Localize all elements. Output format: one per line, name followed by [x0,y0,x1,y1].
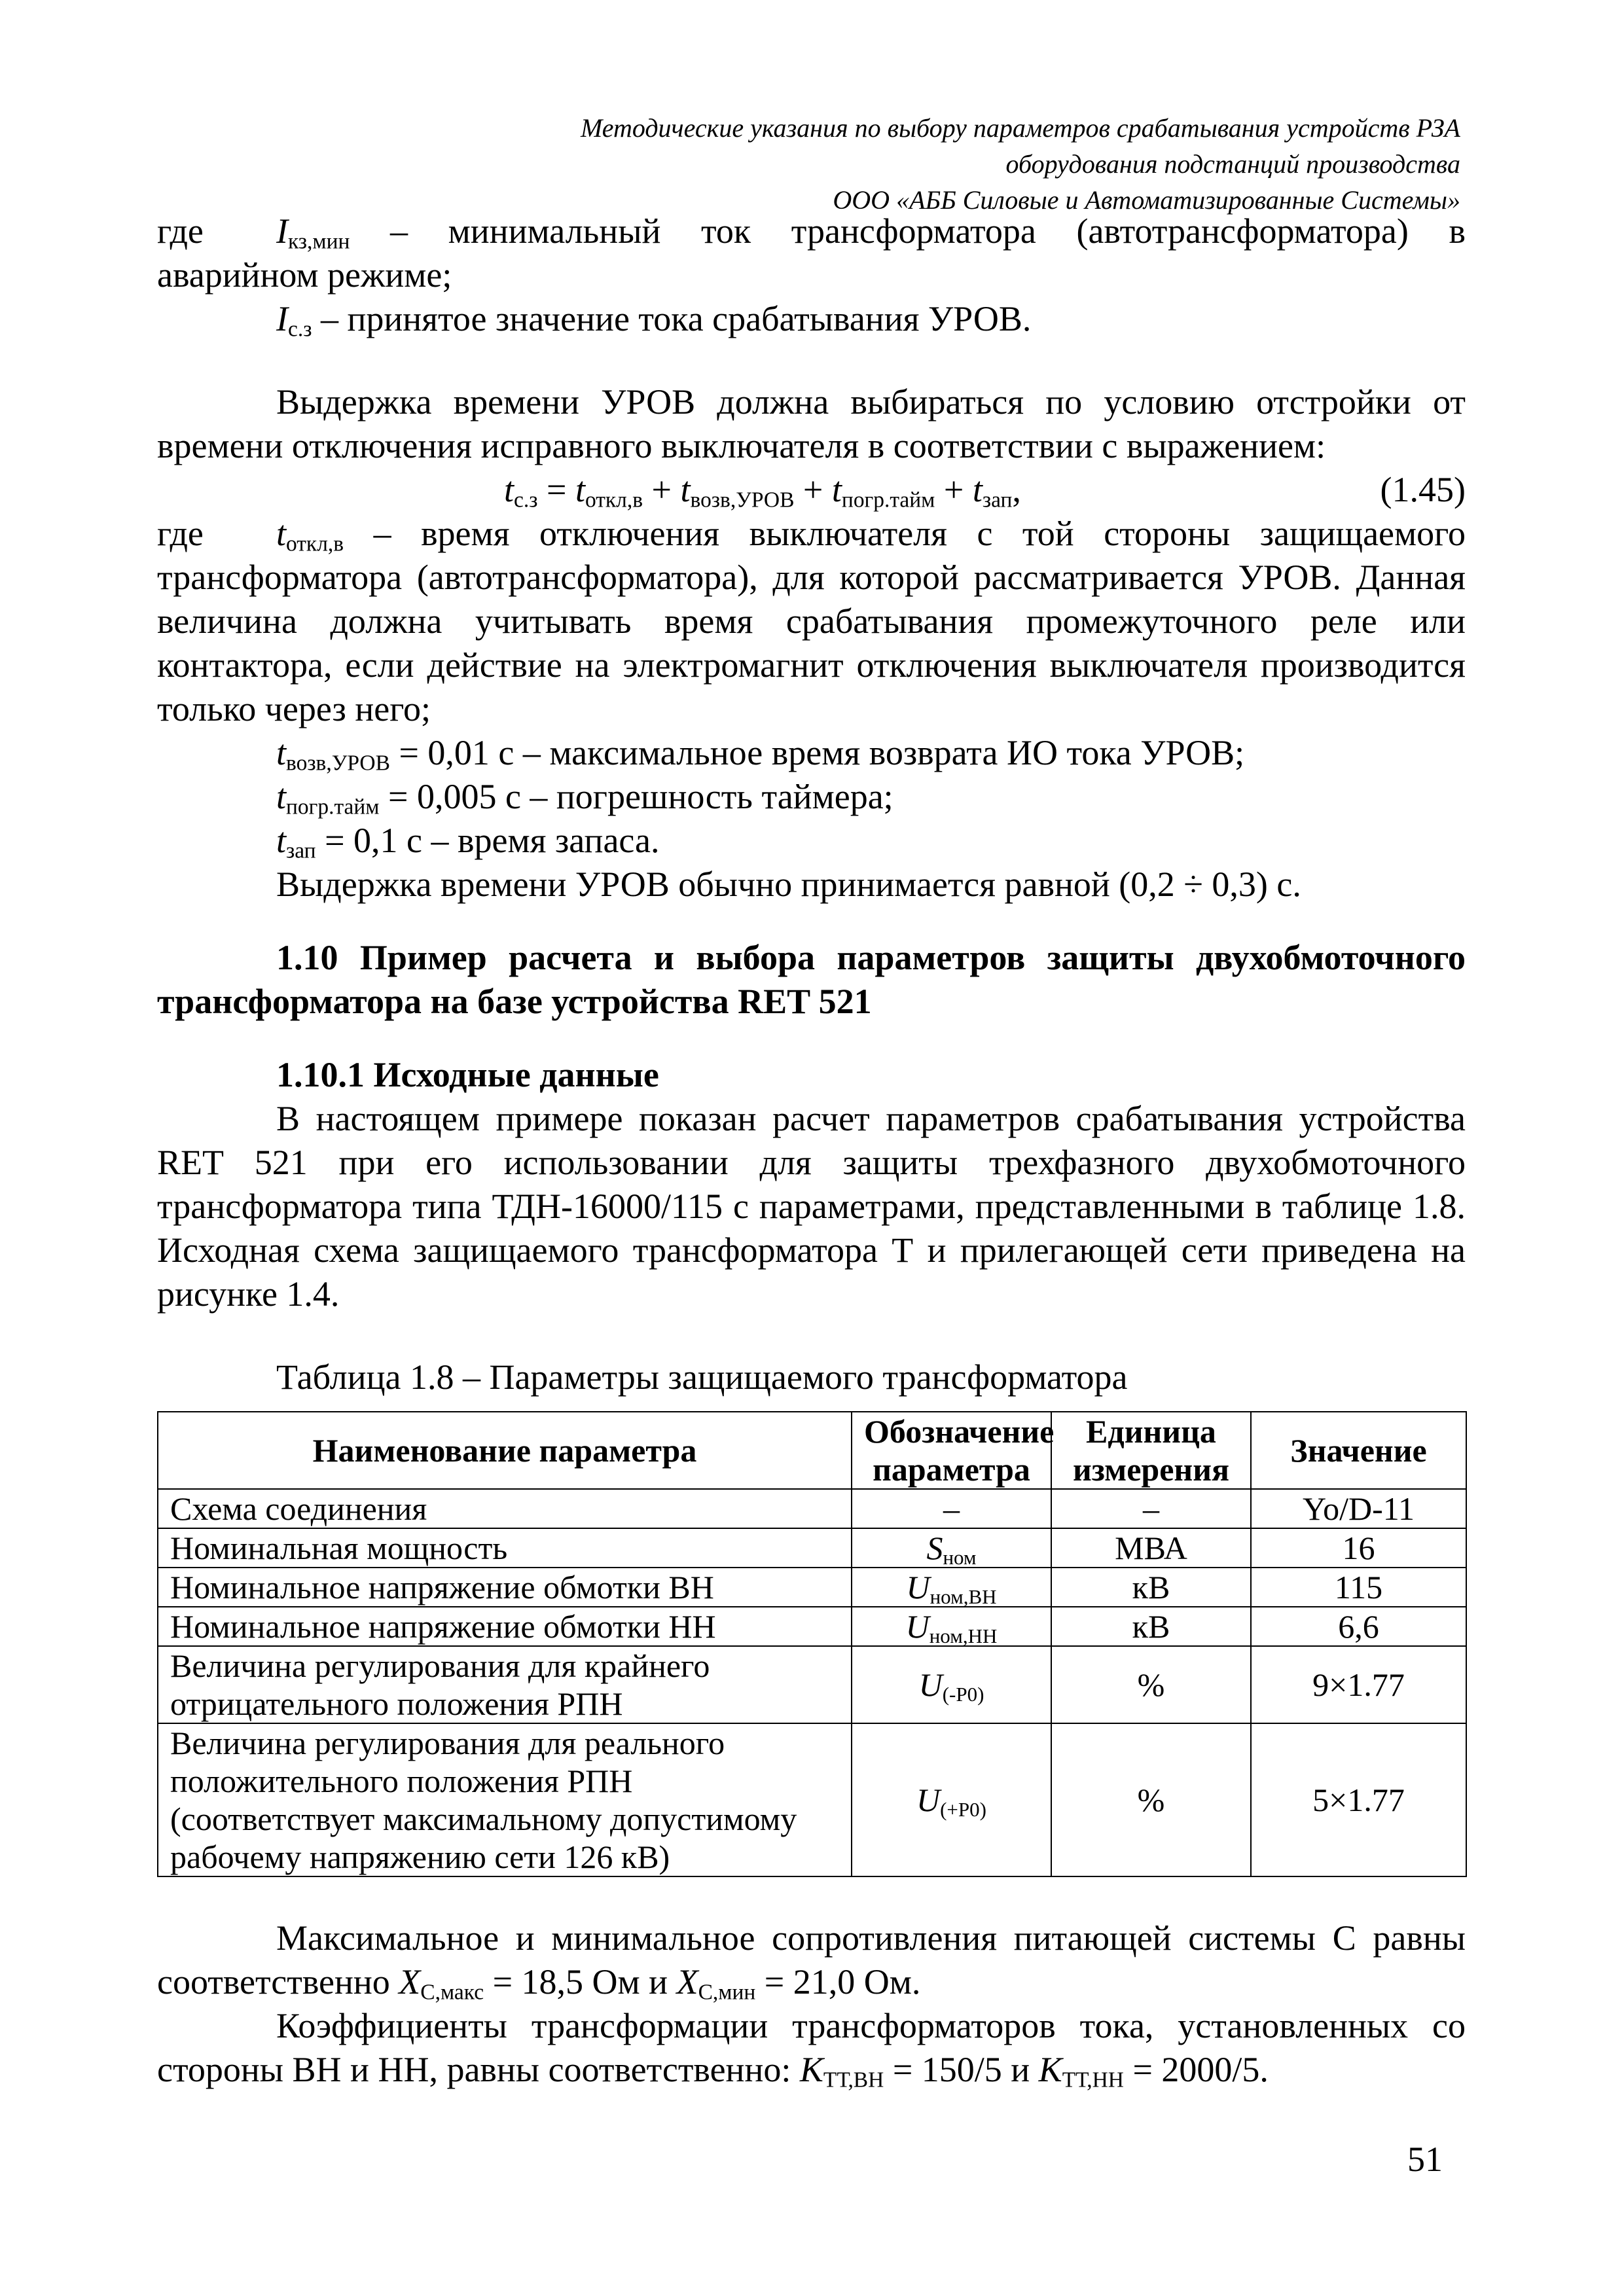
cell-symbol: $U_{ном,НН}$ [852,1607,1051,1646]
cell-name: Величина регулирования для крайнего отрицательного положения РПН [158,1646,852,1723]
paragraph-ct-ratios: Коэффициенты трансформации трансформаторов тока, установленных со стороны ВН и НН, равны соответственно: $K_{ТТ,ВН} = 150/5$ и $K_{ТТ,НН} = 2000/5$. [157,2006,1466,2092]
definition-isz: $I_{с.з}$ – принятое значение тока срабатывания УРОВ. [276,299,1032,342]
header-line-2: оборудования подстанций производства [1005,149,1460,179]
cell-value: 5×1.77 [1251,1723,1466,1876]
cell-name: Номинальная мощность [158,1528,852,1568]
cell-name: Схема соединения [158,1489,852,1528]
cell-name: Номинальное напряжение обмотки ВН [158,1568,852,1607]
cell-value: 115 [1251,1568,1466,1607]
table-row [158,1723,1466,1876]
table-header-row [158,1412,1466,1489]
table-row [158,1489,1466,1528]
paragraph-delay: Выдержка времени УРОВ должна выбираться по условию отстройки от времени отключения исправного выключателя в соответствии с выражением: [157,382,1466,465]
cell-symbol: – [852,1489,1051,1528]
cell-value: 16 [1251,1528,1466,1568]
header-symbol: Обозначение параметра [852,1412,1051,1489]
cell-name: Величина регулирования для реального положительного положения РПН (соответствует максимальному допустимому рабочему напряжению сети 126 кВ) [158,1723,852,1876]
cell-unit: – [1051,1489,1251,1528]
page-content [157,209,1466,2092]
header-name: Наименование параметра [158,1412,852,1489]
cell-value: Yo/D-11 [1251,1489,1466,1528]
cell-symbol: $U_{(+Р0)}$ [852,1723,1051,1876]
cell-unit: МВА [1051,1528,1251,1568]
header-line-1: Методические указания по выбору параметров срабатывания устройств РЗА [580,113,1460,143]
page-number: 51 [1407,2140,1443,2179]
table-row [158,1646,1466,1723]
table-row [158,1607,1466,1646]
table-caption: Таблица 1.8 – Параметры защищаемого трансформатора [276,1357,1128,1397]
section-title: 1.10 Пример расчета и выбора параметров защиты двухобмоточного трансформатора на базе устройства RET 521 [157,938,1466,1021]
cell-unit: кВ [1051,1568,1251,1607]
cell-symbol: $S_{ном}$ [852,1528,1051,1568]
formula-expression: $t_{с.з} = t_{откл,в} + t_{возв,УРОВ} + t_{погр.тайм} + t_{зап}$, [504,470,1021,512]
formula-1-45 [504,468,1466,512]
table-row [158,1568,1466,1607]
subsection-title: 1.10.1 Исходные данные [276,1055,659,1094]
definition-tpogr: $t_{погр.тайм} = 0,005$ с – погрешность таймера; [276,777,893,819]
header-unit: Единица измерения [1051,1412,1251,1489]
header-value: Значение [1251,1412,1466,1489]
formula-number: (1.45) [1380,470,1466,509]
cell-name: Номинальное напряжение обмотки НН [158,1607,852,1646]
cell-unit: % [1051,1646,1251,1723]
definition-tvozv: $t_{возв,УРОВ} = 0,01$ с – максимальное время возврата ИО тока УРОВ; [276,733,1245,776]
cell-unit: % [1051,1723,1251,1876]
definition-ikz: где $I_{кз,мин}$ – минимальный ток трансформатора (автотрансформатора) в [157,211,1466,254]
header-line-3: ООО «АББ Силовые и Автоматизированные Системы» [833,185,1460,215]
delay-summary: Выдержка времени УРОВ обычно принимается равной (0,2 ÷ 0,3) с. [276,865,1301,904]
cell-symbol: $U_{ном,ВН}$ [852,1568,1051,1607]
paragraph-resistances: Максимальное и минимальное сопротивления питающей системы С равны соответственно $X_{С,макс} = 18,5$ Ом и $X_{С,мин} = 21,0$ Ом. [157,1918,1466,2005]
cell-value: 6,6 [1251,1607,1466,1646]
running-header [217,110,1460,218]
table-row [158,1528,1466,1568]
cell-unit: кВ [1051,1607,1251,1646]
parameters-table [157,1411,1467,1877]
definition-ikz-cont: аварийном режиме; [157,255,452,295]
definition-tzap: $t_{зап} = 0,1$ с – время запаса. [276,821,660,863]
cell-symbol: $U_{(-Р0)}$ [852,1646,1051,1723]
definition-totkl: где $t_{откл,в}$ – время отключения выключателя с той стороны защищаемого трансформатора (автотрансформатора), для которой рассматривается УРОВ. Данная величина должна учитывать время срабатывания промежуточного реле или контактора, если действие на электромагнит отключения выключателя производится только через него; [157,514,1466,728]
section-paragraph: В настоящем примере показан расчет параметров срабатывания устройства RET 521 при его использовании для защиты трехфазного двухобмоточного трансформатора типа ТДН-16000/115 с параметрами, представленными в таблице 1.8. Исходная схема защищаемого трансформатора Т и прилегающей сети приведена на рисунке 1.4. [157,1099,1466,1314]
cell-value: 9×1.77 [1251,1646,1466,1723]
